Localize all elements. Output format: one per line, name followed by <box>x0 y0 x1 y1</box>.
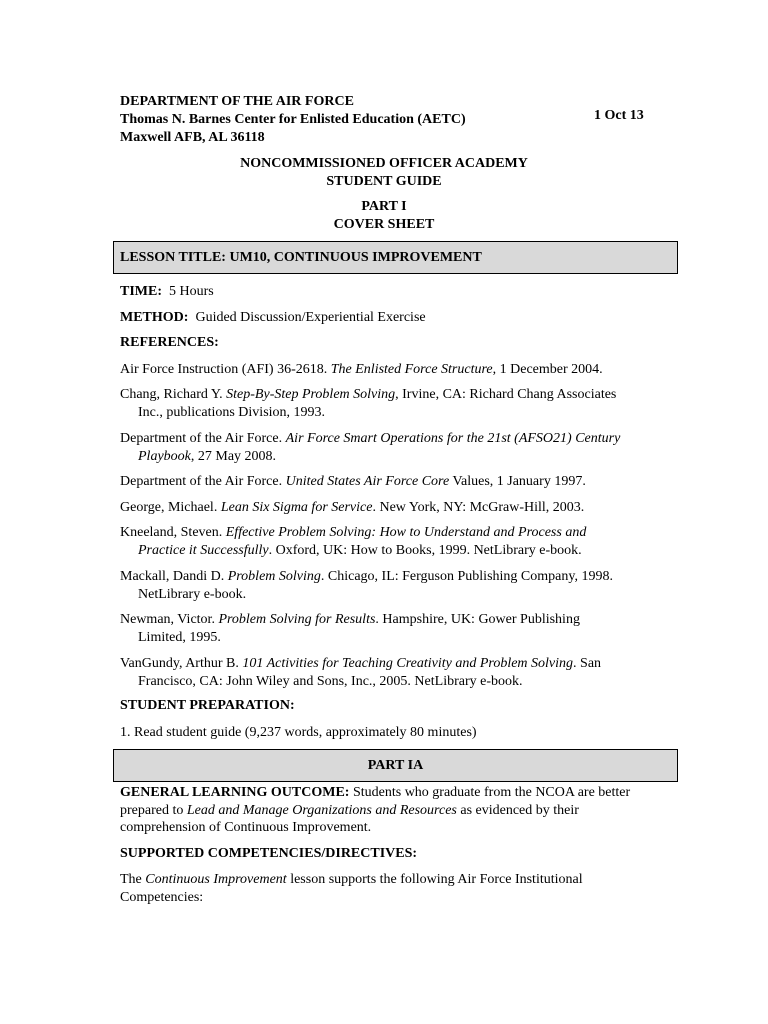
ref-text: . Hampshire, UK: Gower Publishing <box>375 612 580 627</box>
ref-continuation <box>120 404 680 422</box>
supported-paragraph <box>120 871 680 906</box>
ref-continuation <box>120 629 680 647</box>
ref-text: Newman, Victor. <box>120 612 219 627</box>
ref-text: . San <box>573 656 602 671</box>
ref-text: Kneeland, Steven. <box>120 525 226 540</box>
reference-item <box>120 499 680 517</box>
reference-item <box>120 568 680 603</box>
guide-title: STUDENT GUIDE <box>326 174 442 189</box>
glo-text: Students who graduate from the NCOA are better <box>349 785 631 800</box>
student-prep-label: STUDENT PREPARATION: <box>120 698 295 713</box>
org-line-2: Thomas N. Barnes Center for Enlisted Education (AETC) <box>120 112 466 127</box>
ref-title: The Enlisted Force Structure <box>330 362 493 377</box>
ref-title: Effective Problem Solving: How to Understand and Process and <box>225 525 587 540</box>
ref-text: Mackall, Dandi D. <box>120 569 228 584</box>
reference-item <box>120 386 680 421</box>
ref-text: Chang, Richard Y. <box>120 387 227 402</box>
part-ia-title: PART IA <box>367 757 424 773</box>
reference-item <box>120 361 680 379</box>
ref-text: . Chicago, IL: Ferguson Publishing Company, 1998. <box>320 569 613 584</box>
time-line <box>120 284 214 300</box>
references-label: REFERENCES: <box>120 335 219 350</box>
part-ia-box <box>113 749 678 782</box>
part-title: PART I <box>361 199 407 214</box>
method-line <box>120 310 426 326</box>
glo-text: comprehension of Continuous Improvement. <box>120 820 372 835</box>
org-line-1: DEPARTMENT OF THE AIR FORCE <box>120 94 354 109</box>
ref-text: , 27 May 2008. <box>190 448 277 464</box>
ref-text: George, Michael. <box>120 500 221 515</box>
org-line-3: Maxwell AFB, AL 36118 <box>120 130 265 145</box>
supported-text: The <box>120 872 146 887</box>
reference-item <box>120 611 680 646</box>
cover-title: COVER SHEET <box>333 217 435 232</box>
ref-text: Air Force Instruction (AFI) 36-2618. <box>120 362 331 377</box>
ref-text: Department of the Air Force. <box>120 474 286 489</box>
ref-text: NetLibrary e-book. <box>138 586 247 602</box>
ref-text: Francisco, CA: John Wiley and Sons, Inc., 2005. NetLibrary e-book. <box>138 673 523 689</box>
document-date: 1 Oct 13 <box>594 108 644 123</box>
ref-continuation <box>120 448 680 466</box>
ref-title: United States Air Force Core <box>285 474 450 489</box>
reference-item <box>120 524 680 559</box>
ref-title: Lean Six Sigma for Service <box>220 500 373 515</box>
lesson-title-box <box>113 241 678 274</box>
organization-header <box>120 93 466 147</box>
ref-title: Problem Solving for Results <box>218 612 376 627</box>
ref-text: , 1 December 2004. <box>492 362 603 377</box>
ref-continuation <box>120 542 680 560</box>
supported-label: SUPPORTED COMPETENCIES/DIRECTIVES: <box>120 846 418 861</box>
ref-title: Practice it Successfully <box>138 542 269 558</box>
time-label: TIME: <box>120 284 162 299</box>
method-label: METHOD: <box>120 310 189 325</box>
glo-text: prepared to <box>120 802 187 818</box>
ref-text: VanGundy, Arthur B. <box>120 656 243 671</box>
ref-text: . New York, NY: McGraw-Hill, 2003. <box>372 500 585 515</box>
glo-text: as evidenced by their <box>456 802 579 818</box>
ref-text: Department of the Air Force. <box>120 431 286 446</box>
ref-text: . Oxford, UK: How to Books, 1999. NetLibrary e-book. <box>268 542 582 558</box>
ref-title: Playbook <box>138 448 191 464</box>
method-value: Guided Discussion/Experiential Exercise <box>195 310 426 325</box>
supported-text: Competencies: <box>120 889 204 905</box>
reference-item <box>120 655 680 690</box>
academy-title: NONCOMMISSIONED OFFICER ACADEMY <box>240 156 528 171</box>
supported-emphasis: Continuous Improvement <box>145 872 287 887</box>
student-prep-item: 1. Read student guide (9,237 words, approximately 80 minutes) <box>120 725 477 740</box>
ref-text: Values, 1 January 1997. <box>449 474 586 489</box>
glo-label: GENERAL LEARNING OUTCOME: <box>120 785 350 800</box>
general-learning-outcome <box>120 784 680 837</box>
reference-item <box>120 430 680 465</box>
lesson-title: LESSON TITLE: UM10, CONTINUOUS IMPROVEMENT <box>120 249 482 265</box>
ref-text: Limited, 1995. <box>138 629 221 645</box>
ref-title: Air Force Smart Operations for the 21st (AFSO21) Century <box>285 431 621 446</box>
ref-continuation <box>120 586 680 604</box>
supported-text: lesson supports the following Air Force Institutional <box>286 872 583 887</box>
reference-item <box>120 473 680 491</box>
ref-continuation <box>120 673 680 691</box>
ref-title: Problem Solving <box>227 569 321 584</box>
ref-title: Step-By-Step Problem Solving <box>226 387 396 402</box>
glo-emphasis: Lead and Manage Organizations and Resources <box>186 802 457 818</box>
ref-title: 101 Activities for Teaching Creativity and Problem Solving <box>242 656 574 671</box>
time-value: 5 Hours <box>169 284 214 299</box>
ref-text: , Irvine, CA: Richard Chang Associates <box>395 387 617 402</box>
ref-text: Inc., publications Division, 1993. <box>138 404 326 420</box>
